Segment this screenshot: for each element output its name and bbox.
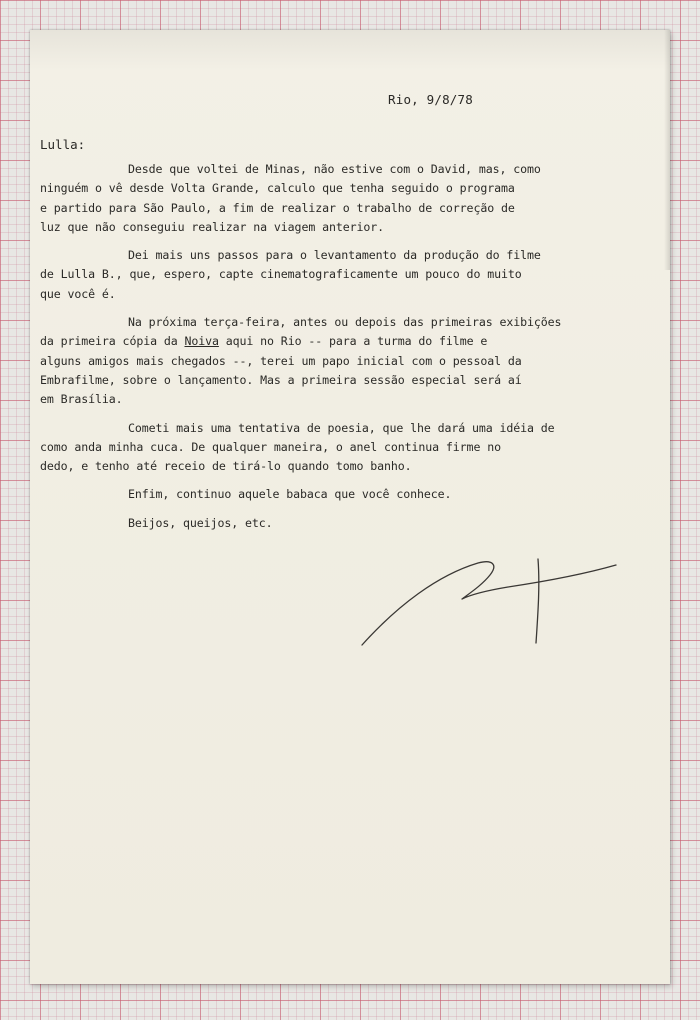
letter-line-with-underline: da primeira cópia da Noiva aqui no Rio -- para a turma do filme e	[40, 334, 488, 349]
paper-fold-edge	[664, 30, 670, 270]
letter-line: em Brasília.	[40, 392, 123, 407]
letter-paragraph-1	[40, 160, 640, 237]
handwritten-signature	[358, 535, 618, 655]
letter-line: que você é.	[40, 286, 116, 301]
letter-line: alguns amigos mais chegados --, terei um papo inicial com o pessoal da	[40, 353, 522, 368]
letter-line: luz que não conseguiu realizar na viagem anterior.	[40, 219, 385, 234]
letter-line: como anda minha cuca. De qualquer maneira, o anel continua firme no	[40, 439, 501, 454]
letter-line: Dei mais uns passos para o levantamento da produção do filme	[128, 248, 541, 263]
letter-line: Desde que voltei de Minas, não estive com o David, mas, como	[128, 162, 541, 176]
letter-signoff: Beijos, queijos, etc.	[128, 515, 273, 530]
letter-line: ninguém o vê desde Volta Grande, calculo que tenha seguido o programa	[40, 181, 515, 196]
letter-paragraph-2	[40, 246, 640, 304]
letter-paragraph-4	[40, 419, 640, 477]
signature-stroke-loop	[362, 562, 616, 645]
underlined-film-title: Noiva	[184, 334, 219, 349]
letter-line: dedo, e tenho até receio de tirá-lo quando tomo banho.	[40, 459, 412, 474]
letter-line: Embrafilme, sobre o lançamento. Mas a primeira sessão especial será aí	[40, 372, 522, 387]
letter-salutation: Lulla:	[40, 137, 86, 152]
letter-closing-line: Enfim, continuo aquele babaca que você conhece.	[128, 487, 452, 502]
letter-date: Rio, 9/8/78	[388, 92, 473, 107]
letter-line: e partido para São Paulo, a fim de realizar o trabalho de correção de	[40, 200, 515, 215]
letter-paragraph-6	[40, 514, 640, 533]
letter-paragraph-5	[40, 485, 640, 504]
letter-body	[40, 160, 640, 542]
letter-line: Cometi mais uma tentativa de poesia, que lhe dará uma idéia de	[128, 420, 555, 435]
letter-paragraph-3	[40, 313, 640, 409]
letter-line: Na próxima terça-feira, antes ou depois das primeiras exibições	[128, 315, 562, 330]
signature-stroke-cross	[536, 559, 539, 643]
letter-sheet	[30, 30, 670, 984]
letter-line: de Lulla B., que, espero, capte cinematograficamente um pouco do muito	[40, 267, 522, 282]
